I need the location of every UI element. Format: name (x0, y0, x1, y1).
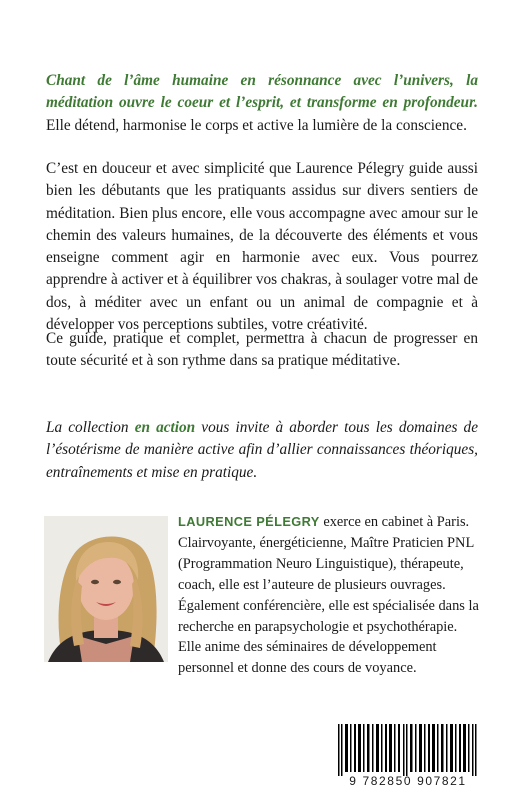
intro-rest-text: Elle détend, harmonise le corps et active la lumière de la conscience. (46, 116, 467, 134)
guide-paragraph: Ce guide, pratique et complet, permettra à chacun de progresser en toute sécurité et à son rythme dans sa pratique méditative. (46, 330, 478, 370)
author-bio-text: exerce en cabinet à Paris. Clairvoyante, énergéticienne, Maître Praticien PNL (Programmation Neuro Linguistique), thérapeute, coach, elle est l’auteure de plusieurs ouvrages. Également conférencière, elle est spécialisée dans la recherche en parapsychologie et psychothérapie. Elle anime des séminaires de développement personnel et donne des cours de voyance. (178, 514, 479, 677)
collection-text-before: La collection (46, 419, 135, 436)
intro-italic-text: Chant de l’âme humaine en résonnance avec l’univers, la méditation ouvre le coeur et l’esprit, et transforme en profondeur. (46, 72, 478, 112)
collection-name: en action (134, 419, 196, 436)
barcode (336, 724, 480, 776)
author-name: LAURENCE PÉLEGRY (178, 514, 320, 529)
isbn-number: 9 782850 907821 (349, 774, 467, 788)
intro-paragraph (46, 70, 478, 137)
author-photo (44, 516, 168, 662)
collection-text-after: vous invite à aborder tous les domaines de l’ésotérisme de manière active afin d’allier connaissances théoriques, entraînements et mise en pratique. (46, 419, 478, 481)
description-paragraph: C’est en douceur et avec simplicité que Laurence Pélegry guide aussi bien les débutants que les pratiquants assidus sur divers sentiers de méditation. Bien plus encore, elle vous accompagne avec amour sur le chemin des valeurs humaines, de la découverte des éléments et vous enseigne comment agir en harmonie avec eux. Vous pourrez apprendre à activer et à équilibrer vos chakras, à soulager votre mal de dos, à méditer avec un enfant ou un animal de compagnie et à développer vos perceptions subtiles, votre créativité. (46, 160, 478, 334)
collection-paragraph (46, 417, 478, 484)
author-bio (178, 512, 479, 679)
